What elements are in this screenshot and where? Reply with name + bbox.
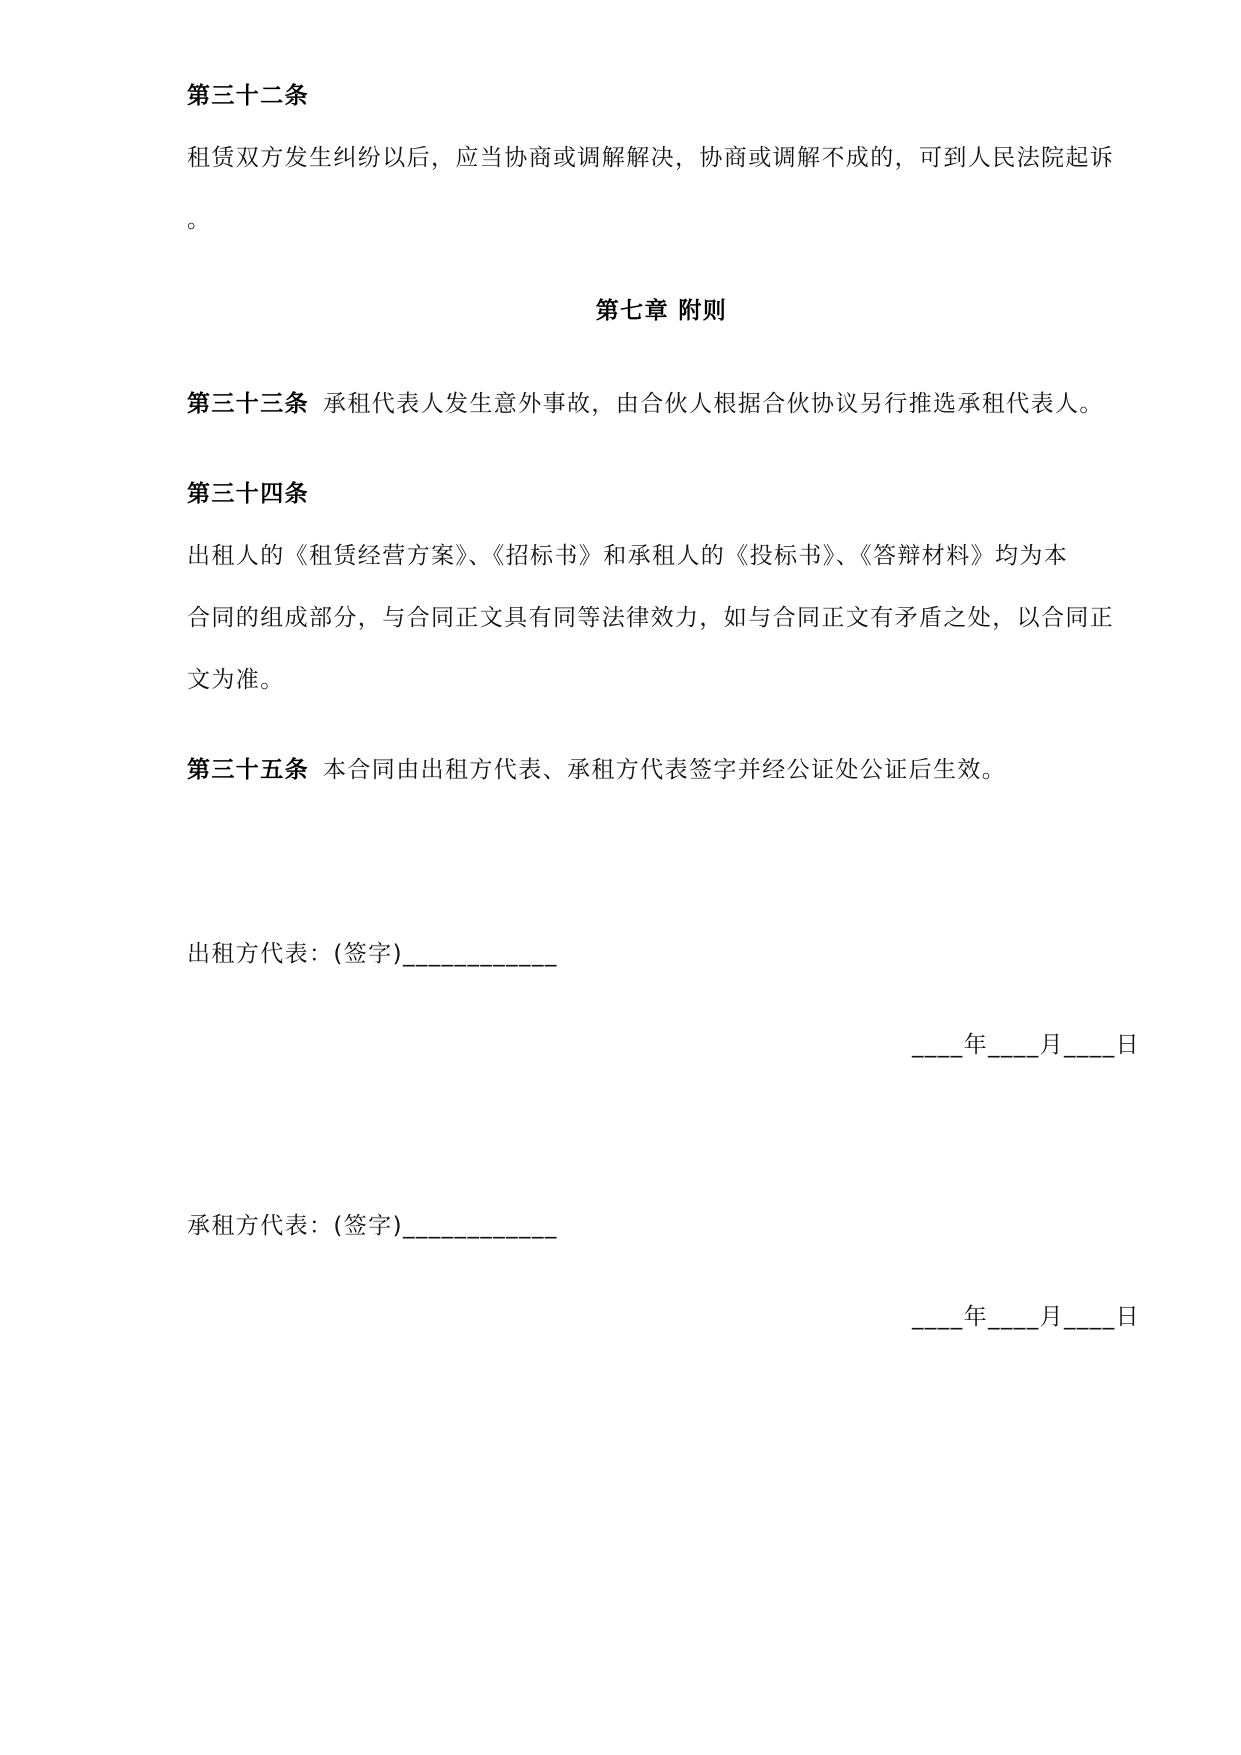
article-32-text-line-1: 租赁双方发生纠纷以后，应当协商或调解解决，协商或调解不成的，可到人民法院起诉: [187, 145, 1115, 171]
lessor-date-line: ____年____月____日: [912, 1032, 1140, 1058]
article-33-heading: 第三十三条: [187, 391, 309, 417]
article-34-text-line-3: 文为准。: [187, 667, 285, 693]
chapter-7-title: 第七章 附则: [595, 298, 728, 324]
article-33-text: 承租代表人发生意外事故，由合伙人根据合伙协议另行推选承租代表人。: [323, 391, 1104, 417]
lessee-signature-line: 承租方代表：(签字)____________: [187, 1213, 558, 1239]
article-32-heading: 第三十二条: [187, 83, 309, 109]
lessor-signature-line: 出租方代表：(签字)____________: [187, 941, 558, 967]
article-35-text: 本合同由出租方代表、承租方代表签字并经公证处公证后生效。: [323, 757, 1007, 783]
article-34-heading: 第三十四条: [187, 481, 309, 507]
article-34-text-line-2: 合同的组成部分，与合同正文具有同等法律效力，如与合同正文有矛盾之处，以合同正: [187, 605, 1115, 631]
lessee-date-line: ____年____月____日: [912, 1304, 1140, 1330]
article-34-text-line-1: 出租人的《租赁经营方案》、《招标书》和承租人的《投标书》、《答辩材料》均为本: [187, 543, 1069, 569]
article-32-text-line-2: 。: [187, 207, 212, 233]
article-35: [187, 756, 1006, 784]
article-35-heading: 第三十五条: [187, 757, 309, 783]
article-33: [187, 390, 1104, 418]
